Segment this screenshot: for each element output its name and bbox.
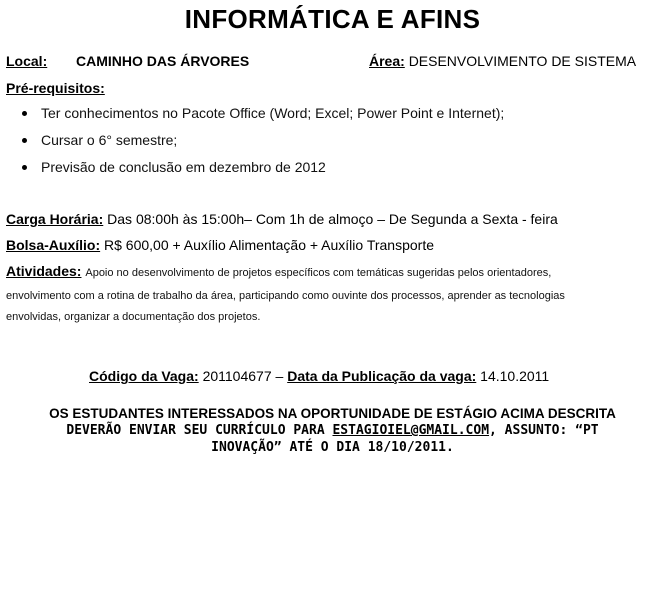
publicacao-label: Data da Publicação da vaga: [287,368,477,384]
codigo-row [89,368,549,384]
list-item: Ter conhecimentos no Pacote Office (Word; Excel; Power Point e Internet); [0,100,504,127]
local-value: CAMINHO DAS ÁRVORES [76,53,250,69]
prereq-label: Pré-requisitos: [6,80,105,96]
codigo-value: 201104677 [202,368,272,384]
local-row [6,53,47,69]
atividades-row [6,263,551,279]
prereq-heading [6,80,105,96]
carga-row [6,211,558,227]
publicacao-value: 14.10.2011 [480,368,550,384]
notice-line-3: INOVAÇÃO” ATÉ O DIA 18/10/2011. [211,440,454,455]
bolsa-label: Bolsa-Auxílio: [6,237,101,253]
bullet-icon [22,111,27,116]
atividades-text-3: envolvidas, organizar a documentação dos projetos. [6,311,261,323]
area-row [369,53,636,69]
notice-line-2: DEVERÃO ENVIAR SEU CURRÍCULO PARA ESTAGIOIEL@GMAIL.COM, ASSUNTO: “PT [66,423,599,438]
atividades-text-2: envolvimento com a rotina de trabalho da área, participando como ouvinte dos processos, aprender as tecnologias [6,290,565,302]
carga-label: Carga Horária: [6,211,104,227]
email-link[interactable]: ESTAGIOIEL@GMAIL.COM [332,423,490,438]
application-notice [0,405,665,456]
notice-line-1: OS ESTUDANTES INTERESSADOS NA OPORTUNIDADE DE ESTÁGIO ACIMA DESCRITA [49,406,616,421]
atividades-label: Atividades: [6,263,82,279]
local-label: Local: [6,53,48,69]
list-item: Cursar o 6° semestre; [0,127,504,154]
carga-value: Das 08:00h às 15:00h– Com 1h de almoço – De Segunda a Sexta - feira [107,211,558,227]
codigo-separator: – [275,368,284,384]
bullet-icon [22,165,27,170]
bolsa-value: R$ 600,00 + Auxílio Alimentação + Auxílio Transporte [104,237,434,253]
bolsa-row [6,237,434,253]
codigo-label: Código da Vaga: [89,368,199,384]
prereq-list [0,100,504,181]
area-label: Área: [369,53,405,69]
list-item: Previsão de conclusão em dezembro de 2012 [0,154,504,181]
area-value: DESENVOLVIMENTO DE SISTEMA [408,53,637,69]
page-title: INFORMÁTICA E AFINS [184,4,481,34]
bullet-icon [22,138,27,143]
atividades-text-1: Apoio no desenvolvimento de projetos específicos com temáticas sugeridas pelos orientadores, [85,267,552,279]
